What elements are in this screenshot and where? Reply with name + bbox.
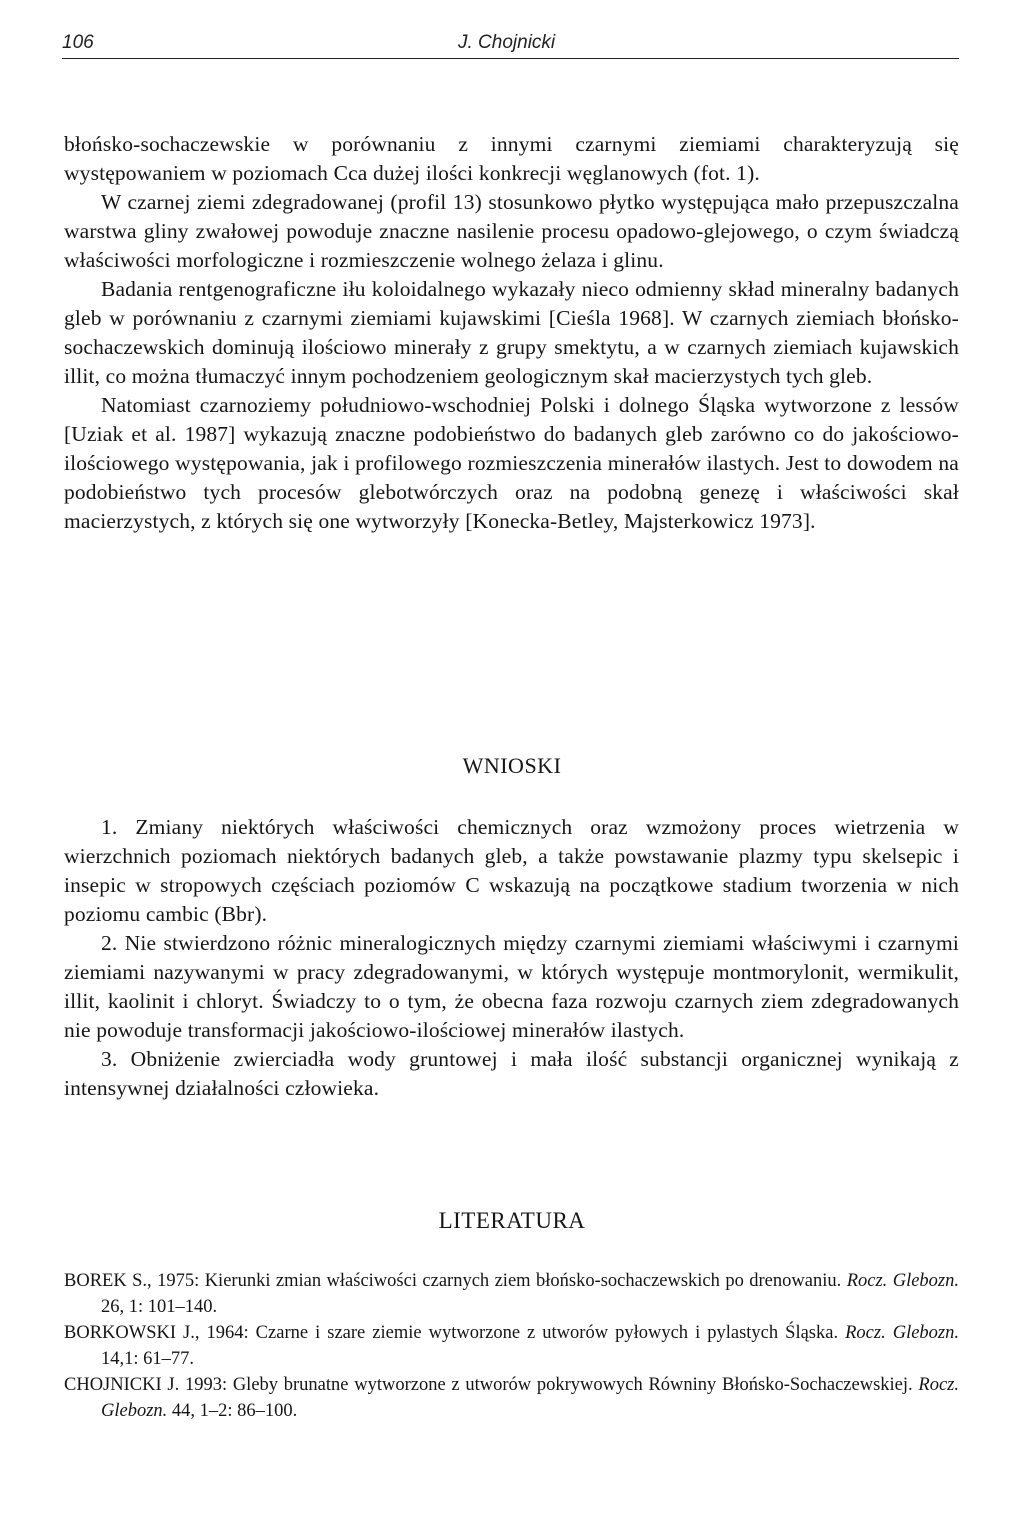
page-number: 106 — [62, 32, 94, 53]
conclusion-item-3: 3. Obniżenie zwierciadła wody gruntowej i mała ilość substancji organicznej wynikają z intensywnej działalności człowieka. — [64, 1047, 959, 1100]
reference-text: BOREK S., 1975: Kierunki zmian właściwości czarnych ziem błońsko-sochaczewskich po drenowaniu. — [64, 1271, 847, 1291]
reference-entry — [64, 1268, 959, 1320]
conclusions-list — [64, 813, 959, 1103]
conclusion-item-2: 2. Nie stwierdzono różnic mineralogicznych między czarnymi ziemiami właściwymi i czarnymi ziemiami nazywanymi w pracy zdegradowanymi, w których występuje montmorylonit, wermikulit, illit, kaolinit i chloryt. Świadczy to o tym, że obecna faza rozwoju czarnych ziem zdegradowanych nie powoduje transformacji jakościowo-ilościowej minerałów ilastych. — [64, 931, 959, 1042]
reference-volume: 44, 1–2: 86–100. — [167, 1401, 298, 1421]
paragraph-4: Natomiast czarnoziemy południowo-wschodniej Polski i dolnego Śląska wytworzone z lessów [Uziak et al. 1987] wykazują znaczne podobieństwo do badanych gleb zarówno co do jakościowo-ilościowego występowania, jak i profilowego rozmieszczenia minerałów ilastych. Jest to dowodem na podobieństwo tych procesów glebotwórczych oraz na podobną genezę i właściwości skał macierzystych, z których się one wytworzyły [Konecka-Betley, Majsterkowicz 1973]. — [64, 393, 959, 533]
conclusions-heading: WNIOSKI — [462, 753, 562, 778]
discussion-text — [64, 130, 959, 536]
reference-text: CHOJNICKI J. 1993: Gleby brunatne wytworzone z utworów pokrywowych Równiny Błońsko-Sochaczewskiej. — [64, 1375, 919, 1395]
reference-volume: 26, 1: 101–140. — [101, 1297, 218, 1317]
reference-entry — [64, 1372, 959, 1424]
running-head-author: J. Chojnicki — [458, 32, 556, 53]
reference-list — [64, 1268, 959, 1424]
reference-journal: Rocz. Glebozn. — [845, 1323, 960, 1343]
paragraph-2: W czarnej ziemi zdegradowanej (profil 13) stosunkowo płytko występująca mało przepuszczalna warstwa gliny zwałowej powoduje znaczne nasilenie procesu opadowo-glejowego, o czym świadczą właściwości morfologiczne i rozmieszczenie wolnego żelaza i glinu. — [64, 190, 959, 272]
reference-volume: 14,1: 61–77. — [101, 1349, 195, 1369]
running-head — [62, 28, 959, 59]
reference-journal: Rocz. Glebozn. — [101, 1375, 959, 1421]
reference-entry — [64, 1320, 959, 1372]
conclusion-item-1: 1. Zmiany niektórych właściwości chemicznych oraz wzmożony proces wietrzenia w wierzchnich poziomach niektórych badanych gleb, a także powstawanie plazmy typu skelsepic i insepic w stropowych częściach poziomów C wskazują na początkowe stadium tworzenia w nich poziomu cambic (Bbr). — [64, 815, 959, 926]
reference-journal: Rocz. Glebozn. — [846, 1271, 959, 1291]
paragraph-1: błońsko-sochaczewskie w porównaniu z innymi czarnymi ziemiami charakteryzują się występowaniem w poziomach Cca dużej ilości konkrecji węglanowych (fot. 1). — [64, 132, 959, 185]
paragraph-3: Badania rentgenograficzne iłu koloidalnego wykazały nieco odmienny skład mineralny badanych gleb w porównaniu z czarnymi ziemiami kujawskimi [Cieśla 1968]. W czarnych ziemiach błońsko-sochaczewskich dominują ilościowo minerały z grupy smektytu, a w czarnych ziemiach kujawskich illit, co można tłumaczyć innym pochodzeniem geologicznym skał macierzystych tych gleb. — [64, 277, 959, 388]
reference-text: BORKOWSKI J., 1964: Czarne i szare ziemie wytworzone z utworów pyłowych i pylastych Śląska. — [64, 1323, 846, 1343]
references-heading: LITERATURA — [438, 1208, 586, 1233]
